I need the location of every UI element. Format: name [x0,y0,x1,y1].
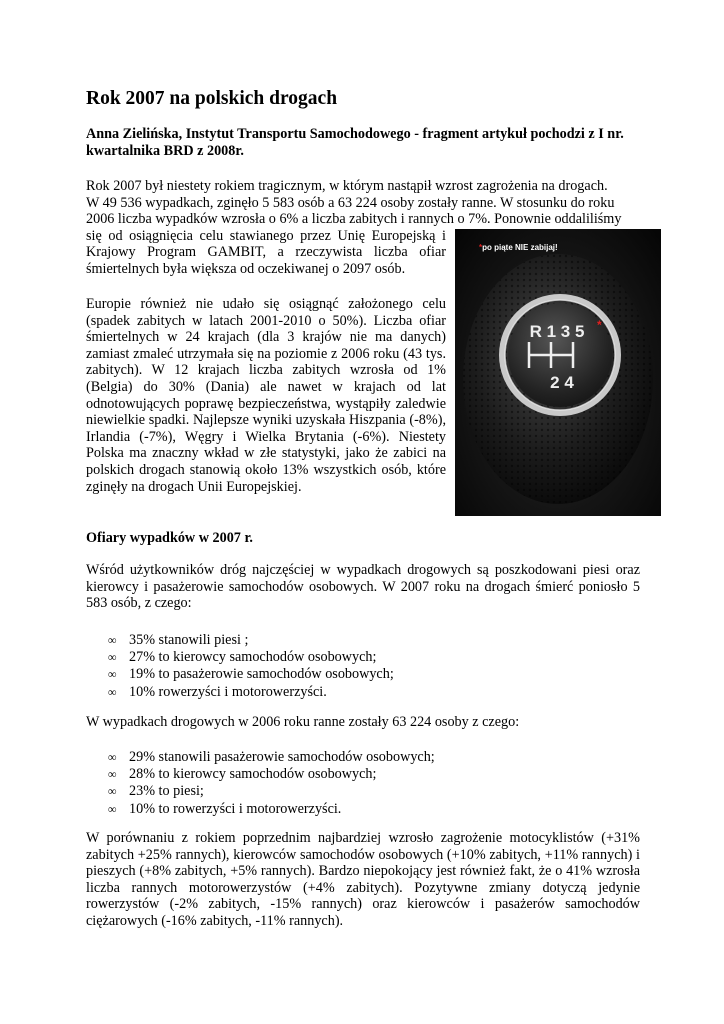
list-item: ∞ 10% rowerzyści i motorowerzyści. [108,683,327,700]
gear-top-label: R 1 3 5 [529,322,585,341]
victims-heading: Ofiary wypadków w 2007 r. [86,530,253,546]
gear-reverse-star: * [597,318,602,332]
list-item: ∞ 28% to kierowcy samochodów osobowych; [108,766,377,783]
bullet-icon: ∞ [108,650,117,665]
list-item: ∞ 19% to pasażerowie samochodów osobowych; [108,666,394,683]
victims-paragraph: Wśród użytkowników dróg najczęściej w wypadkach drogowych są poszkodowani piesi oraz kierowcy i pasażerowie samochodów osobowych. W 2007 roku na drogach śmierć poniosło 5 583 osób, z czego: [86,562,640,612]
list-item: ∞ 27% to kierowcy samochodów osobowych; [108,649,377,666]
deaths-list [108,632,394,701]
bullet-icon: ∞ [108,750,117,764]
list-item: ∞ 10% to rowerzyści i motorowerzyści. [108,800,342,817]
comparison-paragraph: W porównaniu z rokiem poprzednim najbardziej wzrosło zagrożenie motocyklistów (+31% zabitych +25% rannych), kierowców samochodów osobowych (+10% zabitych, +11% rannych) i pieszych (+8% zabitych, +5% rannych). Bardzo niepokojący jest również fakt, że o 41% wzrosła liczba rannych motorowerzystów (+4% zabitych). Pozytywne zmiany dotyczą jedynie rowerzystów (-2% zabitych, -15% rannych) oraz kierowców i pasażerów samochodów ciężarowych (-16% zabitych, -11% rannych). [86,830,640,929]
bullet-icon: ∞ [108,633,117,647]
gear-knob-graphic [455,229,661,516]
gear-bottom-label: 2 4 [550,373,574,392]
bullet-icon: ∞ [108,801,117,816]
europe-paragraph: Europie również nie udało się osiągnąć założonego celu (spadek zabitych w latach 2001-2010 o 50%). Liczba ofiar śmiertelnych w 24 krajach (dla 3 krajów nie ma danych) zamiast zmaleć utrzymała się na poziomie z 2006 roku (43 tys. zabitych). W 12 krajach liczba zabitych wzrosła od 1% (Belgia) do 30% (Dania) ale nawet w krajach od lat odnotowujących poprawę bezpieczeństwa, wystąpiły zaledwie niewielkie spadki. Najlepsze wyniki uzyskała Hiszpania (-8%), Irlandia (-7%), Węgry i Wielka Brytania (-6%). Niestety Polska ma znaczny wkład w złe statystyki, jako że zabici na polskich drogach stanowią około 13% wszystkich osób, które zginęły na drogach Unii Europejskiej. [86,296,446,495]
bullet-icon: ∞ [108,684,117,699]
list-item: ∞ 35% stanowili piesi ; [108,632,249,648]
article-authors: Anna Zielińska, Instytut Transportu Samochodowego - fragment artykuł pochodzi z I nr. kwartalnika BRD z 2008r. [86,126,624,159]
injured-list [108,749,435,818]
bullet-icon: ∞ [108,667,117,682]
list-item: ∞ 29% stanowili pasażerowie samochodów osobowych; [108,749,435,765]
bullet-icon: ∞ [108,784,117,799]
intro-line-2: W 49 536 wypadkach, zginęło 5 583 osób a 63 224 osoby zostały ranne. W stosunku do roku [86,194,615,211]
bullet-icon: ∞ [108,767,117,782]
list-item: ∞ 23% to piesi; [108,783,204,800]
intro-line-3: 2006 liczba wypadków wzrosła o 6% a liczba zabitych i rannych o 7%. Ponownie oddaliliśmy [86,211,622,228]
intro-rest: się od osiągnięcia celu stawianego przez Unię Europejską i Krajowy Program GAMBIT, a rzeczywista liczba ofiar śmiertelnych była większa od oczekiwanej o 2097 osób. [86,227,446,277]
gear-knob-photo [455,229,661,516]
intro-line-1: Rok 2007 był niestety rokiem tragicznym, w którym nastąpił wzrost zagrożenia na drogach. [86,178,608,194]
injured-intro: W wypadkach drogowych w 2006 roku ranne zostały 63 224 osoby z czego: [86,714,520,730]
article-title: Rok 2007 na polskich drogach [86,88,338,109]
photo-caption: *po piąte NIE zabijaj! [479,243,558,252]
